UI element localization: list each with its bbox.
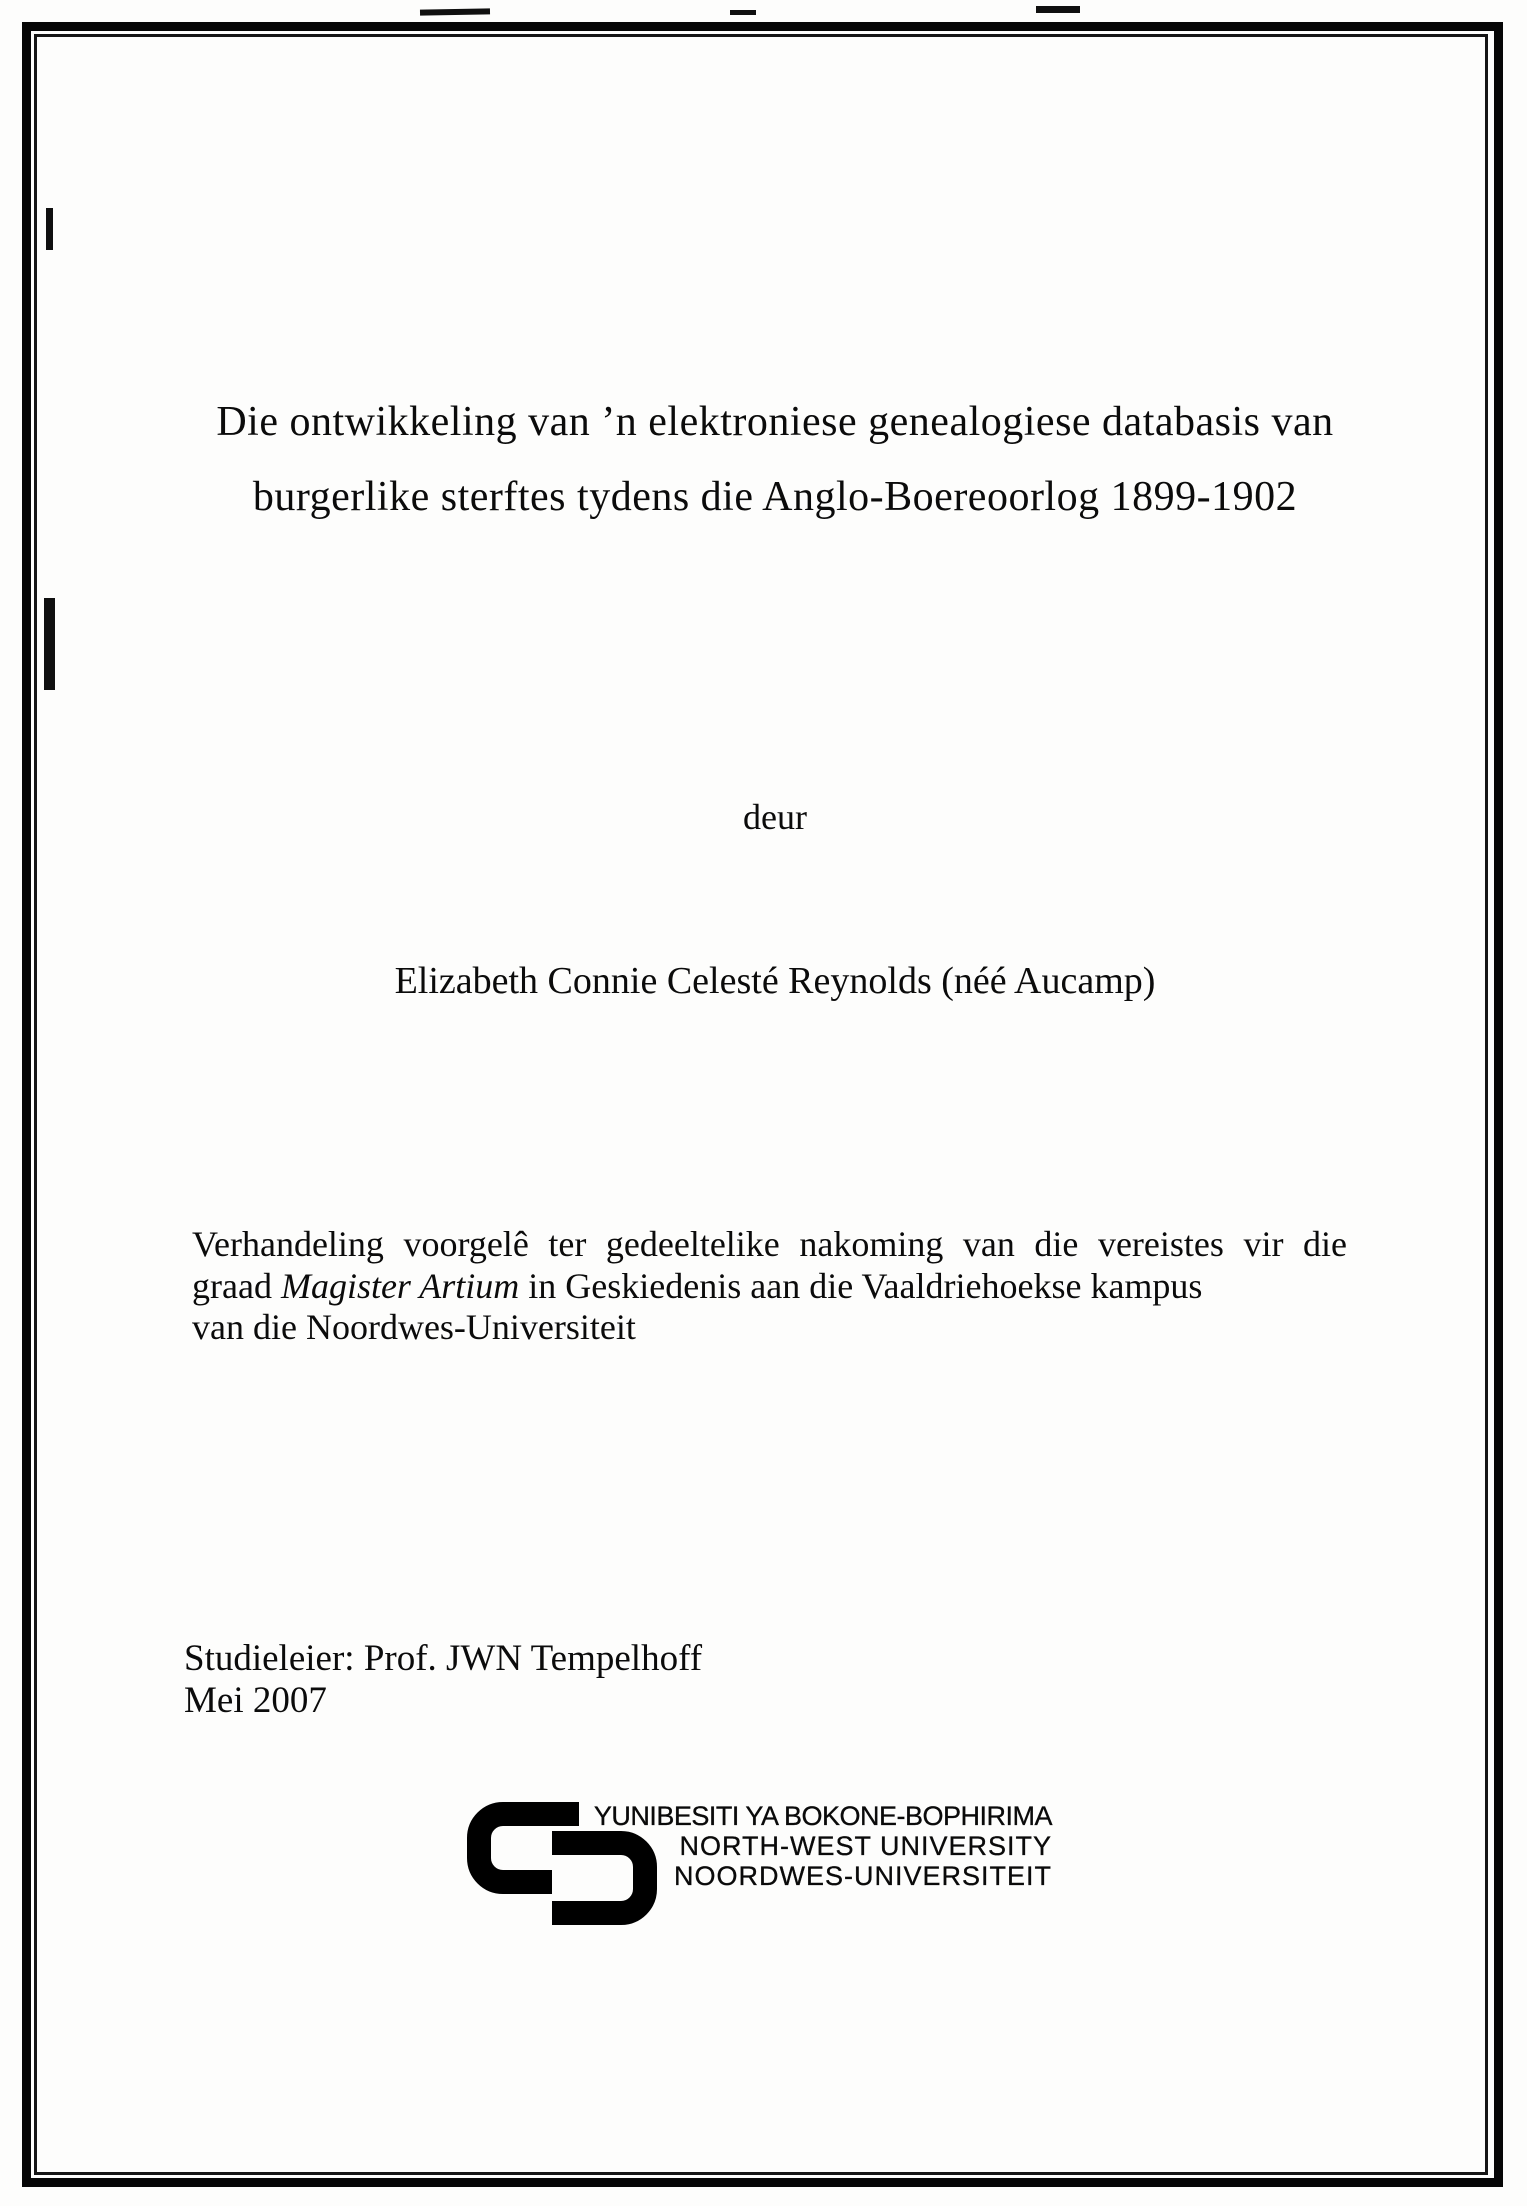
- declaration-line-2-post: in Geskiedenis aan die Vaaldriehoekse kampus: [519, 1265, 1203, 1306]
- author-name: Elizabeth Connie Celesté Reynolds (néé Aucamp): [394, 960, 1156, 1002]
- thesis-title-line-1: Die ontwikkeling van ’n elektroniese genealogiese databasis van: [216, 399, 1334, 445]
- declaration-line-2: [192, 1266, 1347, 1308]
- nwu-logo-text: [594, 1801, 1052, 1891]
- scan-artifact: [46, 208, 53, 250]
- supervisor-line: Studieleier: Prof. JWN Tempelhoff: [184, 1638, 703, 1679]
- thesis-title: [195, 385, 1355, 535]
- supervisor-block: [184, 1638, 702, 1722]
- logo-line-afrikaans: NOORDWES-UNIVERSITEIT: [673, 1861, 1052, 1891]
- declaration-line-1: Verhandeling voorgelê ter gedeeltelike nakoming van die vereistes vir die: [192, 1224, 1347, 1264]
- logo-line-setswana: YUNIBESITI YA BOKONE-BOPHIRIMA: [593, 1801, 1052, 1831]
- scan-artifact: [730, 10, 756, 15]
- degree-name-italic: Magister Artium: [280, 1265, 520, 1306]
- thesis-title-line-2: burgerlike sterftes tydens die Anglo-Boereoorlog 1899-1902: [252, 474, 1298, 520]
- scan-artifact: [420, 8, 490, 15]
- scan-artifact: [44, 598, 55, 690]
- logo-line-english: NORTH-WEST UNIVERSITY: [679, 1831, 1052, 1861]
- degree-declaration: [192, 1224, 1347, 1349]
- declaration-line-3: van die Noordwes-Universiteit: [192, 1307, 636, 1347]
- byline-deur: deur: [743, 797, 807, 837]
- scan-artifact: [1036, 6, 1080, 13]
- declaration-line-2-pre: graad: [192, 1265, 281, 1306]
- date-line: Mei 2007: [184, 1680, 327, 1721]
